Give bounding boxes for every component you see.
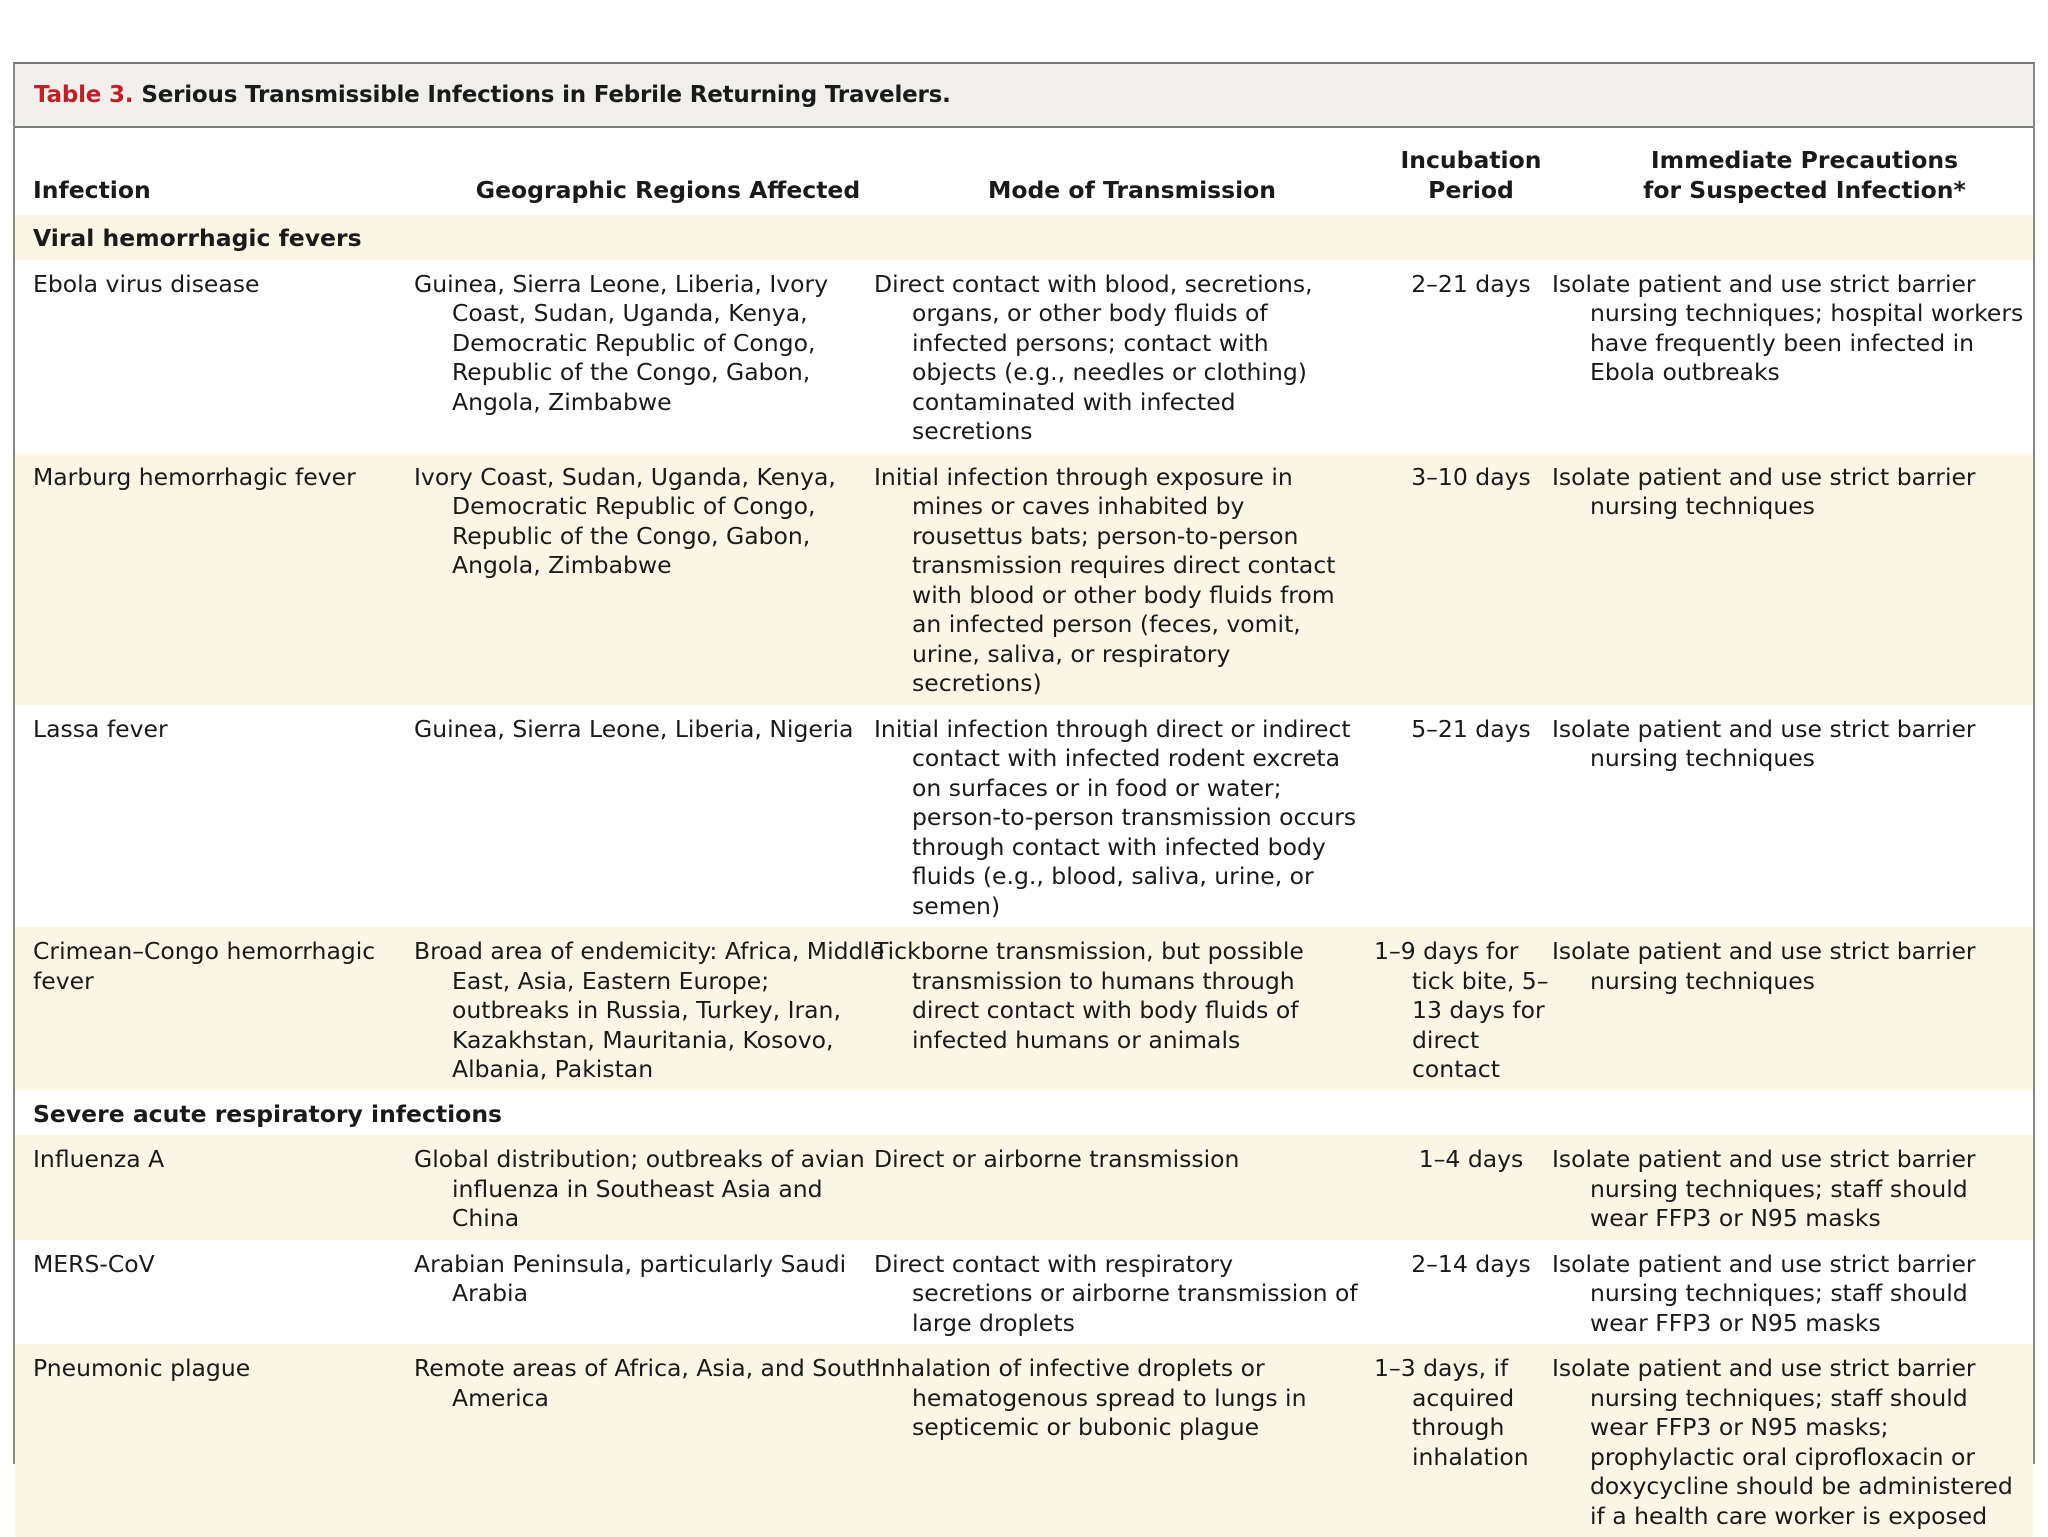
table-caption bbox=[15, 64, 2033, 128]
header-row bbox=[15, 128, 2033, 215]
cell-incubation: 2–21 days bbox=[1411, 269, 1531, 298]
header-regions: Geographic Regions Affected bbox=[475, 176, 861, 204]
cell-regions: Broad area of endemicity: Africa, Middle East, Asia, Eastern Europe; outbreaks in Russia, Turkey, Iran, Kazakhstan, Mauritania, Kosovo, Albania, Pakistan bbox=[438, 927, 898, 1091]
cell-incubation: 1–9 days for tick bite, 5–13 days for direct contact bbox=[1366, 927, 1576, 1091]
cell-transmission: Direct contact with blood, secretions, organs, or other body fluids of infected persons; contact with objects (e.g., needles or clothing) contaminated with infected secretions bbox=[874, 269, 1313, 445]
table-row bbox=[15, 453, 2033, 705]
group-row bbox=[15, 1091, 2033, 1136]
cell-regions: Remote areas of Africa, Asia, and South America bbox=[438, 1344, 898, 1537]
cell-incubation: 2–14 days bbox=[1411, 1249, 1531, 1278]
group-label: Severe acute respiratory infections bbox=[33, 1099, 503, 1128]
cell-infection: MERS-CoV bbox=[33, 1249, 155, 1278]
cell-incubation: 1–4 days bbox=[1366, 1135, 1576, 1240]
header-incubation: Incubation Period bbox=[1400, 146, 1542, 204]
cell-transmission: Initial infection through direct or indirect contact with infected rodent excreta on surfaces or in food or water; person-to-person transmission occurs through contact with infected body fluids (e.g., blood, saliva, urine, or semen) bbox=[874, 714, 1357, 920]
cell-regions: Arabian Peninsula, particularly Saudi Arabia bbox=[414, 1249, 847, 1307]
cell-transmission: Direct or airborne transmission bbox=[898, 1135, 1366, 1240]
cell-infection: Marburg hemorrhagic fever bbox=[15, 453, 438, 705]
infections-table bbox=[15, 128, 2033, 1537]
cell-regions: Guinea, Sierra Leone, Liberia, Nigeria bbox=[414, 714, 854, 743]
cell-precautions: Isolate patient and use strict barrier nursing techniques; staff should wear FFP3 or N95 masks; prophylactic oral ciprofloxacin or doxycycline should be administered if a health care worker is exposed bbox=[1576, 1344, 2033, 1537]
table-row bbox=[15, 1240, 2033, 1345]
table-row bbox=[15, 927, 2033, 1091]
cell-transmission: Initial infection through exposure in mines or caves inhabited by rousettus bats; person-to-person transmission requires direct contact with blood or other body fluids from an infected person (feces, vomit, urine, saliva, or respiratory secretions) bbox=[898, 453, 1366, 705]
table-caption-title: Serious Transmissible Infections in Febrile Returning Travelers. bbox=[141, 82, 951, 108]
cell-transmission: Tickborne transmission, but possible transmission to humans through direct contact with body fluids of infected humans or animals bbox=[898, 927, 1366, 1091]
header-transmission: Mode of Transmission bbox=[987, 176, 1277, 204]
cell-infection: Crimean–Congo hemorrhagic fever bbox=[15, 927, 438, 1091]
cell-regions: Ivory Coast, Sudan, Uganda, Kenya, Democratic Republic of Congo, Republic of the Congo, Gabon, Angola, Zimbabwe bbox=[438, 453, 898, 705]
cell-infection: Lassa fever bbox=[33, 714, 168, 743]
cell-transmission: Inhalation of infective droplets or hematogenous spread to lungs in septicemic or bubonic plague bbox=[898, 1344, 1366, 1537]
table-caption-label: Table 3. bbox=[34, 82, 134, 108]
header-precautions-line2: for Suspected Infection* bbox=[1643, 176, 1966, 204]
cell-regions: Guinea, Sierra Leone, Liberia, Ivory Coast, Sudan, Uganda, Kenya, Democratic Republic of Congo, Republic of the Congo, Gabon, Angola, Zimbabwe bbox=[414, 269, 829, 416]
table-row bbox=[15, 260, 2033, 453]
cell-incubation: 1–3 days, if acquired through inhalation bbox=[1366, 1344, 1576, 1537]
header-precautions-line1: Immediate Precautions bbox=[1650, 146, 1959, 174]
table-frame bbox=[13, 62, 2035, 1530]
cell-transmission: Direct contact with respiratory secretions or airborne transmission of large droplets bbox=[874, 1249, 1358, 1337]
cell-precautions: Isolate patient and use strict barrier nursing techniques; hospital workers have frequently been infected in Ebola outbreaks bbox=[1552, 269, 2024, 386]
cell-incubation: 5–21 days bbox=[1411, 714, 1531, 743]
cell-precautions: Isolate patient and use strict barrier nursing techniques bbox=[1576, 927, 2033, 1091]
cell-precautions: Isolate patient and use strict barrier nursing techniques; staff should wear FFP3 or N95 masks bbox=[1552, 1249, 1976, 1337]
table-row bbox=[15, 705, 2033, 928]
cell-infection: Pneumonic plague bbox=[15, 1344, 438, 1537]
cell-precautions: Isolate patient and use strict barrier nursing techniques bbox=[1576, 453, 2033, 705]
table-row bbox=[15, 1344, 2033, 1537]
cell-incubation: 3–10 days bbox=[1366, 453, 1576, 705]
header-infection: Infection bbox=[33, 176, 151, 204]
cell-infection: Ebola virus disease bbox=[33, 269, 260, 298]
cell-precautions: Isolate patient and use strict barrier nursing techniques bbox=[1552, 714, 1976, 772]
group-label: Viral hemorrhagic fevers bbox=[15, 215, 2033, 260]
cell-regions: Global distribution; outbreaks of avian influenza in Southeast Asia and China bbox=[438, 1135, 898, 1240]
cell-infection: Influenza A bbox=[15, 1135, 438, 1240]
group-row bbox=[15, 215, 2033, 260]
table-row bbox=[15, 1135, 2033, 1240]
header-precautions bbox=[1576, 128, 2033, 215]
cell-precautions: Isolate patient and use strict barrier nursing techniques; staff should wear FFP3 or N95 masks bbox=[1576, 1135, 2033, 1240]
